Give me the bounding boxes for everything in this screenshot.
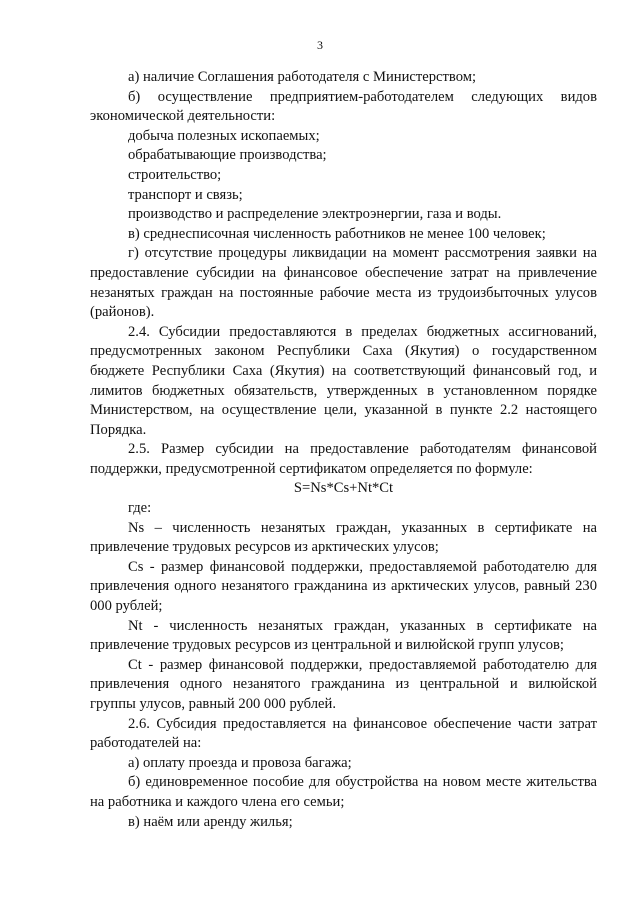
definition-cs: Cs - размер финансовой поддержки, предоставляемой работодателю для привлечения одного незанятого гражданина из арктических улусов, равный 230 000 рублей; — [90, 558, 597, 615]
page-number: 3 — [317, 38, 323, 52]
paragraph-headcount: в) среднесписочная численность работников не менее 100 человек; — [128, 225, 546, 242]
list-item-mining: добыча полезных ископаемых; — [128, 127, 320, 144]
list-item-construction: строительство; — [128, 166, 222, 183]
paragraph-2-6: 2.6. Субсидия предоставляется на финансовое обеспечение части затрат работодателей на: — [90, 715, 597, 752]
definition-nt: Nt - численность незанятых граждан, указанных в сертификате на привлечение трудовых ресурсов из центральной и вилюйской групп улусов; — [90, 617, 597, 654]
list-item-transport: транспорт и связь; — [128, 186, 243, 203]
list-item-utilities: производство и распределение электроэнергии, газа и воды. — [128, 206, 502, 223]
definition-ct: Ct - размер финансовой поддержки, предоставляемой работодателю для привлечения одного незанятого гражданина из центральной и вилюйской группы улусов, равный 200 000 рублей. — [90, 656, 597, 712]
list-item-travel: а) оплату проезда и провоза багажа; — [128, 754, 352, 771]
list-item-housing: в) наём или аренду жилья; — [128, 813, 293, 830]
paragraph-2-5: 2.5. Размер субсидии на предоставление работодателям финансовой поддержки, предусмотренной сертификатом определяется по формуле: — [90, 441, 597, 477]
paragraph-activities: б) осуществление предприятием-работодателем следующих видов экономической деятельности: — [90, 88, 597, 125]
formula: S=Ns*Cs+Nt*Ct — [293, 480, 394, 497]
list-item-manufacturing: обрабатывающие производства; — [128, 147, 327, 164]
paragraph-agreement: а) наличие Соглашения работодателя с Министерством; — [128, 69, 477, 85]
list-item-allowance: б) единовременное пособие для обустройства на новом месте жительства на работника и каждого члена его семьи; — [90, 774, 597, 810]
paragraph-where: где: — [128, 500, 152, 517]
paragraph-2-4: 2.4. Субсидии предоставляются в пределах бюджетных ассигнований, предусмотренных законом Республики Саха (Якутия) о государственном бюджете Республики Саха (Якутия) на соответствующий финансовый год, и лимитов бюджетных обязательств, утвержденных в установленном порядке Министерством, на осуществление цели, указанной в пункте 2.2 настоящего Порядка. — [90, 323, 597, 438]
definition-ns: Ns – численность незанятых граждан, указанных в сертификате на привлечение трудовых ресурсов из арктических улусов; — [90, 519, 597, 556]
paragraph-no-liquidation: г) отсутствие процедуры ликвидации на момент рассмотрения заявки на предоставление субсидии на финансовое обеспечение затрат на привлечение незанятых граждан на постоянные рабочие места из трудоизбыточных улусов (районов). — [90, 245, 597, 321]
document-body — [90, 68, 597, 832]
